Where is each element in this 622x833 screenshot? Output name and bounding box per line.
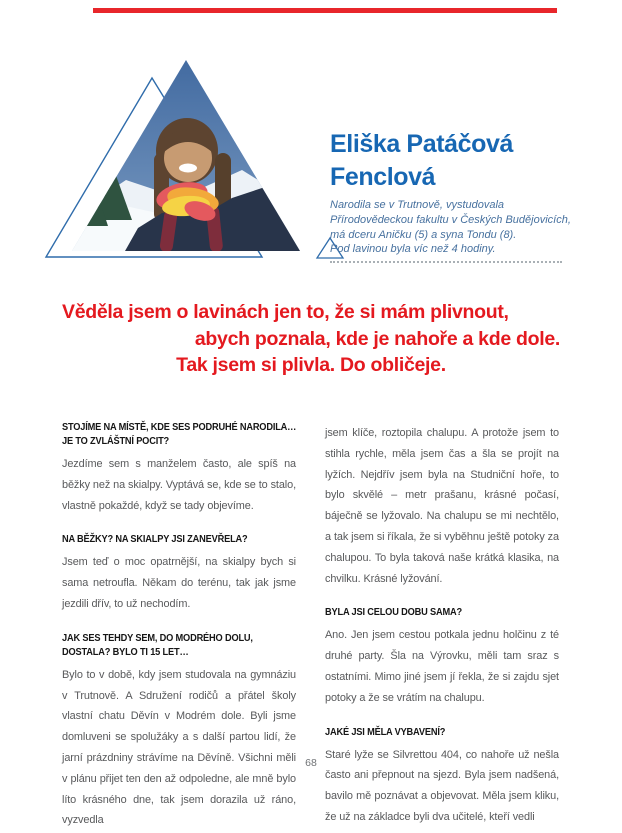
dotted-divider [330,261,562,263]
question-heading: BYLA JSI CELOU DOBU SAMA? [325,606,462,619]
answer-paragraph: Jezdíme sem s manželem často, ale spíš na běžky než na skialpy. Vyptává se, kde se to stalo, vlastně pokaždé, když se tady objevíme. [62,458,296,512]
article-left-column [62,420,296,833]
interviewee-bio [330,198,571,257]
bio-line: Pod lavinou byla víc než 4 hodiny. [330,243,496,256]
question-heading: JAK SES TEHDY SEM, DO MODRÉHO DOLU, DOSTALA? BYLO TI 15 LET… [62,631,253,658]
photo-content [60,48,310,263]
answer-paragraph: Staré lyže se Silvrettou 404, co nahoře už nešla často ani přepnout na sjezd. Byla jsem nadšená, bavilo mě poznávat a objevovat. Měla jsem kliku, že už na základce byli dva učitelé, kteří vedli [325,748,559,823]
quote-line: Tak jsem si plivla. Do obličeje. [176,354,446,376]
answer-paragraph: Jsem teď o moc opatrnější, na skialpy bych si sama netroufla. Někam do terénu, tak jak jsme jezdili dřív, to už nechodím. [62,556,296,610]
answer-paragraph: Bylo to v době, kdy jsem studovala na gymnáziu v Trutnově. A Sdružení rodičů a přátel školy vlastní chatu Děvín v Modrém dole. Byli jsme domluveni se spolužáky a s další partou lidí, že jarní prázdniny strávíme na Děvíně. Všichni měli v plánu přijet ten den až odpoledne, ale mně bylo líto krásného dne, tak jsem dorazila už ráno, vyzvedla [62,668,296,827]
interviewee-name [330,128,570,194]
bio-line: má dceru Aničku (5) a syna Tondu (8). [330,228,517,241]
top-red-rule [93,8,557,13]
bio-line: Narodila se v Trutnově, vystudovala [330,199,505,211]
question-heading: JAKÉ JSI MĚLA VYBAVENÍ? [325,725,446,738]
quote-line: abych poznala, kde je nahoře a kde dole. [194,327,560,350]
bio-line: Přírodovědeckou fakultu v Českých Budějovicích, [330,213,571,226]
quote-line: Věděla jsem o lavinách jen to, že si mám plivnout, [62,301,509,323]
name-line-2: Fenclová [330,163,436,191]
smile [179,164,197,173]
pull-quote [62,299,560,379]
question-heading: STOJÍME NA MÍSTĚ, KDE SES PODRUHÉ NARODILA… JE TO ZVLÁŠTNÍ POCIT? [62,421,297,447]
name-line-1: Eliška Patáčová [330,130,514,158]
portrait-triangle-art [30,48,380,263]
answer-paragraph: jsem klíče, roztopila chalupu. A protože jsem to stihla rychle, měla jsem čas a šla se projít na lyžích. Nejdřív jsem byla na Studniční hoře, to bylo skvělé – metr prašanu, krásné počasí, báječně se lyžovalo. Na chalupu se mi nechtělo, a tak jsem si říkala, že si vyběhnu ještě potoky za chalupou. To byla taková naše krátká klasika, na chvilku. Krásné lyžování. [325,427,559,585]
answer-paragraph: Ano. Jen jsem cestou potkala jednu holčinu z té druhé party. Šla na Výrovku, měli tam sraz s ostatními. Mimo jiné jsem jí řekla, že si zajdu sjet potoky a že se vrátím na chalupu. [325,629,559,704]
page-number: 68 [305,757,317,769]
mountain-photo [30,48,380,263]
question-heading: NA BĚŽKY? NA SKIALPY JSI ZANEVŘELA? [62,533,248,546]
